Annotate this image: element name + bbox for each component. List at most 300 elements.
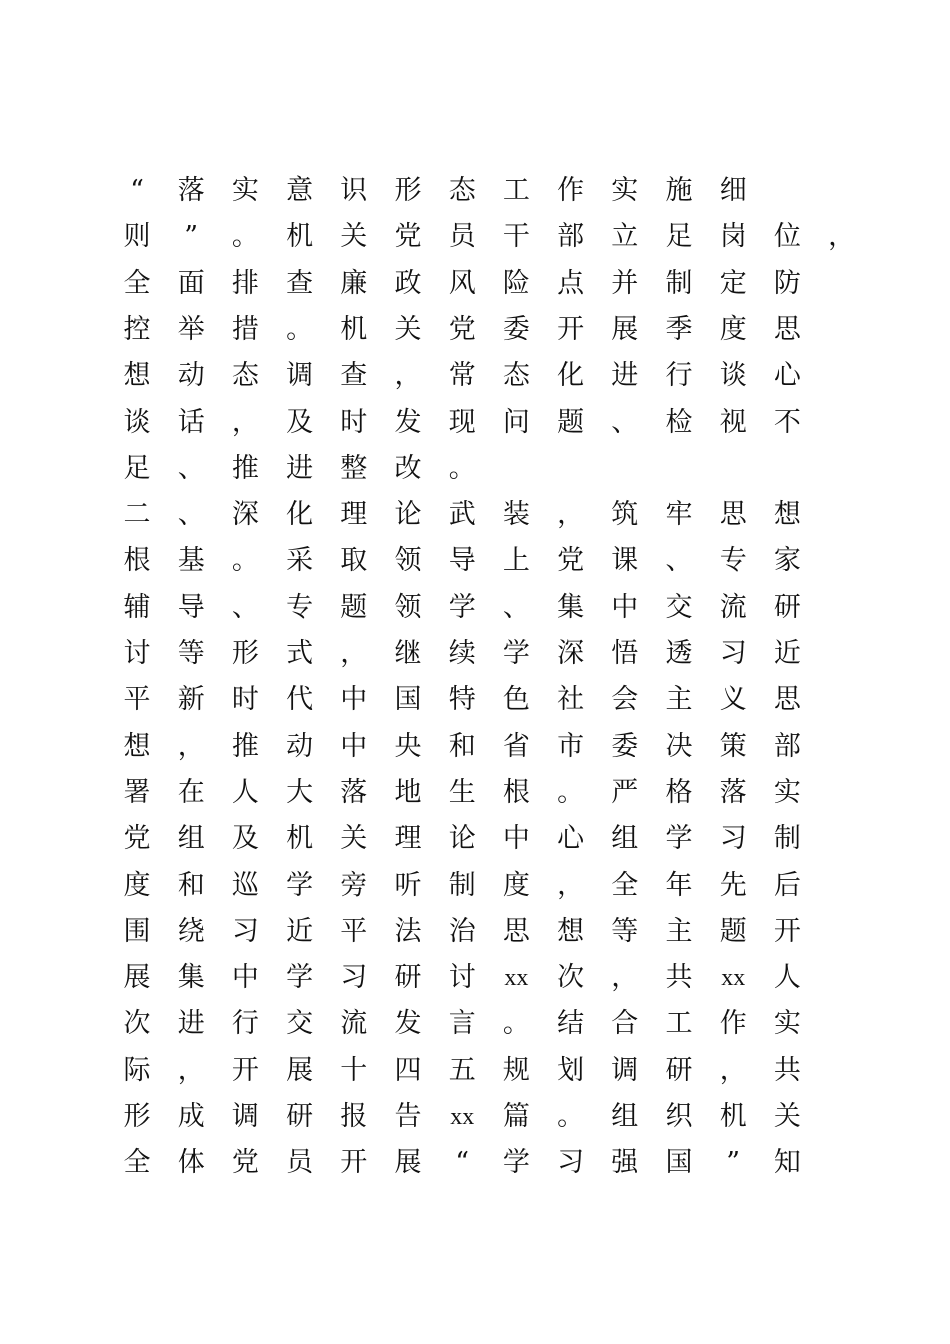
text-glyph: “ [455, 1147, 470, 1179]
text-glyph: xx [450, 1104, 475, 1130]
text-glyph: 全 [611, 869, 639, 901]
text-glyph: 篇 [502, 1101, 530, 1132]
text-glyph: 调 [231, 1101, 259, 1132]
text-glyph: 次 [123, 1008, 151, 1040]
text-glyph: 足 [123, 452, 151, 484]
text-glyph: 想 [123, 360, 151, 392]
text-glyph: 旁 [340, 869, 368, 901]
text-glyph: 围 [123, 915, 151, 947]
text-glyph: 工 [502, 175, 530, 206]
text-glyph: 政 [394, 267, 422, 299]
text-glyph: 实 [231, 175, 259, 206]
text-glyph: 态 [502, 360, 530, 392]
text-glyph: 不 [773, 406, 801, 438]
text-glyph: 态 [448, 175, 476, 206]
text-glyph: 查 [286, 267, 314, 299]
text-glyph: 根 [502, 776, 530, 808]
text-glyph: 和 [177, 869, 205, 901]
text-glyph: 生 [448, 776, 476, 808]
text-glyph: 委 [611, 730, 639, 762]
text-glyph: 研 [665, 1054, 693, 1086]
text-glyph: 谈 [123, 406, 151, 438]
text-glyph: 际 [123, 1054, 151, 1086]
text-glyph: 近 [773, 638, 801, 669]
text-glyph: 讨 [123, 638, 151, 669]
text-glyph: 学 [448, 591, 476, 623]
text-glyph: 代 [286, 684, 314, 716]
text-glyph: 家 [773, 545, 801, 577]
text-line [0, 495, 950, 535]
text-glyph: 实 [611, 175, 639, 206]
text-glyph: 深 [557, 638, 585, 669]
text-glyph: 共 [665, 962, 693, 994]
text-glyph: 防 [773, 267, 801, 299]
text-glyph: 中 [340, 684, 368, 716]
text-glyph: 开 [340, 1147, 368, 1179]
text-glyph: 党 [231, 1147, 259, 1179]
text-glyph: 视 [719, 406, 747, 438]
text-glyph: 关 [773, 1101, 801, 1132]
text-glyph: 形 [123, 1101, 151, 1132]
text-glyph: 落 [177, 175, 205, 206]
text-glyph: 武 [448, 499, 476, 531]
text-line [0, 1004, 950, 1044]
text-glyph: 中 [340, 730, 368, 762]
text-glyph: 习 [719, 823, 747, 855]
text-glyph: 专 [286, 591, 314, 623]
text-glyph: 报 [340, 1101, 368, 1132]
text-glyph: 动 [177, 360, 205, 392]
text-glyph: 特 [448, 684, 476, 716]
text-glyph: 。 [502, 1008, 530, 1040]
text-glyph: 。 [557, 776, 585, 808]
text-glyph: 、 [231, 591, 259, 623]
text-glyph: 想 [123, 730, 151, 762]
text-glyph: 部 [557, 221, 585, 253]
text-glyph: 立 [611, 221, 639, 253]
text-line [0, 449, 950, 489]
text-glyph: 年 [665, 869, 693, 901]
text-glyph: 发 [394, 1008, 422, 1040]
text-glyph: 度 [719, 313, 747, 345]
text-glyph: 展 [611, 313, 639, 345]
text-glyph: 四 [394, 1054, 422, 1086]
text-glyph: 决 [665, 730, 693, 762]
text-glyph: 划 [557, 1054, 585, 1086]
text-glyph: 会 [611, 684, 639, 716]
text-glyph: 时 [231, 684, 259, 716]
text-glyph: xx [721, 965, 746, 992]
text-glyph: 平 [340, 915, 368, 947]
text-glyph: 进 [286, 452, 314, 484]
text-glyph: 干 [502, 221, 530, 253]
text-glyph: 主 [665, 684, 693, 716]
text-glyph: 险 [502, 267, 530, 299]
text-glyph: 织 [665, 1101, 693, 1132]
text-line [0, 403, 950, 443]
text-glyph: xx [504, 965, 529, 992]
text-glyph: 举 [177, 313, 205, 345]
text-glyph: 风 [448, 267, 476, 299]
text-line [0, 680, 950, 720]
text-glyph: 义 [719, 684, 747, 716]
text-line [0, 171, 950, 211]
text-glyph: 形 [394, 175, 422, 206]
text-glyph: 基 [177, 545, 205, 577]
text-glyph: 关 [340, 221, 368, 253]
text-glyph: 市 [557, 730, 585, 762]
text-glyph: 流 [340, 1008, 368, 1040]
text-glyph: 整 [340, 452, 368, 484]
text-glyph: 制 [448, 869, 476, 901]
text-glyph: 展 [394, 1147, 422, 1179]
text-glyph: ， [177, 730, 205, 762]
text-glyph: 实 [773, 776, 801, 808]
text-glyph: 和 [448, 730, 476, 762]
text-glyph: 位 [773, 221, 801, 253]
text-glyph: 作 [719, 1008, 747, 1040]
text-glyph: 意 [286, 175, 314, 206]
text-glyph: 作 [557, 175, 585, 206]
text-glyph: 习 [719, 638, 747, 669]
text-glyph: 等 [611, 915, 639, 947]
text-glyph: 机 [286, 823, 314, 855]
text-glyph: ， [557, 869, 585, 901]
text-glyph: 员 [448, 221, 476, 253]
text-glyph: 绕 [177, 915, 205, 947]
text-glyph: 治 [448, 915, 476, 947]
text-glyph: 悟 [611, 638, 639, 669]
text-line [0, 866, 950, 906]
text-glyph: 思 [773, 313, 801, 345]
text-glyph: 巡 [231, 869, 259, 901]
text-glyph: 导 [177, 591, 205, 623]
text-glyph: 深 [231, 499, 259, 531]
text-glyph: 态 [231, 360, 259, 392]
text-glyph: 告 [394, 1101, 422, 1132]
text-glyph: 制 [665, 267, 693, 299]
text-glyph: 进 [611, 360, 639, 392]
text-line [0, 912, 950, 952]
text-glyph: 题 [557, 406, 585, 438]
text-glyph: 关 [394, 313, 422, 345]
text-glyph: 展 [123, 962, 151, 994]
text-glyph: 推 [231, 730, 259, 762]
text-glyph: 形 [231, 638, 259, 669]
text-glyph: 规 [502, 1054, 530, 1086]
text-glyph: 话 [177, 406, 205, 438]
text-glyph: 严 [611, 776, 639, 808]
text-glyph: 透 [665, 638, 693, 669]
text-line [0, 773, 950, 813]
text-line [0, 1097, 950, 1137]
text-glyph: 知 [773, 1147, 801, 1179]
text-glyph: 想 [557, 915, 585, 947]
text-glyph: 、 [611, 406, 639, 438]
text-glyph: 思 [773, 684, 801, 716]
text-glyph: 在 [177, 776, 205, 808]
text-glyph: 化 [286, 499, 314, 531]
text-glyph: 课 [611, 545, 639, 577]
text-glyph: 化 [557, 360, 585, 392]
text-glyph: 集 [557, 591, 585, 623]
text-glyph: 新 [177, 684, 205, 716]
text-glyph: 展 [286, 1054, 314, 1086]
text-glyph: 集 [177, 962, 205, 994]
text-glyph: 署 [123, 776, 151, 808]
text-glyph: 落 [719, 776, 747, 808]
text-glyph: 现 [448, 406, 476, 438]
text-glyph: 合 [611, 1008, 639, 1040]
text-glyph: ， [719, 1054, 747, 1086]
text-glyph: 识 [340, 175, 368, 206]
text-glyph: 学 [502, 638, 530, 669]
text-glyph: 思 [502, 915, 530, 947]
text-glyph: 流 [719, 591, 747, 623]
text-glyph: 制 [773, 823, 801, 855]
text-glyph: 细 [719, 175, 747, 206]
text-glyph: 先 [719, 869, 747, 901]
text-glyph: 实 [773, 1008, 801, 1040]
text-glyph: 次 [557, 962, 585, 994]
text-glyph: 中 [502, 823, 530, 855]
text-glyph: 面 [177, 267, 205, 299]
text-glyph: 牢 [665, 499, 693, 531]
text-glyph: 全 [123, 1147, 151, 1179]
text-glyph: ， [177, 1054, 205, 1086]
text-line [0, 588, 950, 628]
text-glyph: 十 [340, 1054, 368, 1086]
text-glyph: ” [184, 221, 199, 253]
text-glyph: 党 [448, 313, 476, 345]
text-glyph: 措 [231, 313, 259, 345]
text-glyph: 中 [231, 962, 259, 994]
text-glyph: 、 [177, 452, 205, 484]
text-glyph: 开 [231, 1054, 259, 1086]
text-glyph: 继 [394, 638, 422, 669]
text-glyph: ” [726, 1147, 741, 1179]
text-glyph: 强 [611, 1147, 639, 1179]
text-glyph: ， [340, 638, 368, 669]
text-line [0, 217, 950, 257]
text-glyph: 习 [231, 915, 259, 947]
text-glyph: 五 [448, 1054, 476, 1086]
text-glyph: 根 [123, 545, 151, 577]
text-glyph: 央 [394, 730, 422, 762]
text-glyph: 。 [557, 1101, 585, 1132]
text-glyph: 开 [773, 915, 801, 947]
text-glyph: 党 [123, 823, 151, 855]
text-glyph: 言 [448, 1008, 476, 1040]
text-glyph: 开 [557, 313, 585, 345]
text-glyph: 上 [502, 545, 530, 577]
text-glyph: 度 [502, 869, 530, 901]
text-glyph: 人 [231, 776, 259, 808]
text-glyph: 、 [502, 591, 530, 623]
text-glyph: 季 [665, 313, 693, 345]
text-glyph: 部 [773, 730, 801, 762]
text-glyph: 点 [557, 267, 585, 299]
text-glyph: 听 [394, 869, 422, 901]
text-glyph: 论 [448, 823, 476, 855]
text-glyph: 平 [123, 684, 151, 716]
text-glyph: 动 [286, 730, 314, 762]
text-glyph: 组 [611, 1101, 639, 1132]
text-glyph: 中 [611, 591, 639, 623]
text-glyph: 社 [557, 684, 585, 716]
text-glyph: 足 [665, 221, 693, 253]
text-glyph: 则 [123, 221, 151, 253]
text-line [0, 310, 950, 350]
text-glyph: 。 [448, 452, 476, 484]
text-glyph: 员 [286, 1147, 314, 1179]
text-glyph: 问 [502, 406, 530, 438]
text-glyph: 导 [448, 545, 476, 577]
text-glyph: 题 [719, 915, 747, 947]
text-glyph: 发 [394, 406, 422, 438]
text-glyph: 。 [231, 221, 259, 253]
text-line [0, 1051, 950, 1091]
text-glyph: 党 [557, 545, 585, 577]
text-glyph: 心 [773, 360, 801, 392]
text-glyph: 行 [231, 1008, 259, 1040]
text-glyph: 、 [665, 545, 693, 577]
text-glyph: 领 [394, 591, 422, 623]
text-glyph: ， [231, 406, 259, 438]
text-line [0, 541, 950, 581]
text-glyph: 常 [448, 360, 476, 392]
text-glyph: 改 [394, 452, 422, 484]
text-glyph: 论 [394, 499, 422, 531]
text-glyph: 研 [773, 591, 801, 623]
text-glyph: 控 [123, 313, 151, 345]
text-line [0, 819, 950, 859]
text-glyph: 后 [773, 869, 801, 901]
text-glyph: 式 [286, 638, 314, 669]
text-glyph: 推 [231, 452, 259, 484]
text-glyph: 筑 [611, 499, 639, 531]
text-glyph: 查 [340, 360, 368, 392]
text-glyph: 调 [611, 1054, 639, 1086]
text-glyph: 。 [231, 545, 259, 577]
text-glyph: 落 [340, 776, 368, 808]
text-glyph: 习 [340, 962, 368, 994]
text-line [0, 356, 950, 396]
text-line [0, 634, 950, 674]
text-glyph: 专 [719, 545, 747, 577]
text-glyph: 续 [448, 638, 476, 669]
text-glyph: 岗 [719, 221, 747, 253]
text-glyph: 全 [123, 267, 151, 299]
text-glyph: 定 [719, 267, 747, 299]
text-glyph: 地 [394, 776, 422, 808]
text-glyph: ， [394, 360, 422, 392]
text-glyph: 等 [177, 638, 205, 669]
text-glyph: 党 [394, 221, 422, 253]
text-glyph: 国 [665, 1147, 693, 1179]
text-glyph: 关 [340, 823, 368, 855]
text-glyph: 机 [340, 313, 368, 345]
text-glyph: 辅 [123, 591, 151, 623]
text-glyph: 色 [502, 684, 530, 716]
text-glyph: 取 [340, 545, 368, 577]
text-glyph: 人 [773, 962, 801, 994]
text-glyph: 成 [177, 1101, 205, 1132]
text-glyph: 工 [665, 1008, 693, 1040]
text-glyph: 二 [123, 499, 151, 531]
text-glyph: 交 [286, 1008, 314, 1040]
text-glyph: 讨 [448, 962, 476, 994]
text-glyph: 主 [665, 915, 693, 947]
text-glyph: 调 [286, 360, 314, 392]
text-glyph: 排 [231, 267, 259, 299]
text-glyph: 机 [286, 221, 314, 253]
text-glyph: 廉 [340, 267, 368, 299]
text-glyph: 省 [502, 730, 530, 762]
text-glyph: 策 [719, 730, 747, 762]
text-glyph: 。 [286, 313, 314, 345]
text-glyph: 装 [502, 499, 530, 531]
text-glyph: 委 [502, 313, 530, 345]
text-glyph: 近 [286, 915, 314, 947]
text-glyph: 机 [719, 1101, 747, 1132]
text-glyph: 体 [177, 1147, 205, 1179]
text-line [0, 727, 950, 767]
text-glyph: 度 [123, 869, 151, 901]
text-glyph: 交 [665, 591, 693, 623]
text-glyph: 结 [557, 1008, 585, 1040]
text-glyph: 并 [611, 267, 639, 299]
text-glyph: 学 [286, 962, 314, 994]
text-glyph: 大 [286, 776, 314, 808]
text-glyph: 研 [286, 1101, 314, 1132]
text-glyph: 学 [502, 1147, 530, 1179]
text-glyph: 领 [394, 545, 422, 577]
text-glyph: 想 [773, 499, 801, 531]
text-glyph: 时 [340, 406, 368, 438]
text-glyph: 行 [665, 360, 693, 392]
text-glyph: 共 [773, 1054, 801, 1086]
text-glyph: 法 [394, 915, 422, 947]
text-glyph: 采 [286, 545, 314, 577]
text-glyph: ， [557, 499, 585, 531]
text-glyph: 国 [394, 684, 422, 716]
text-line [0, 264, 950, 304]
text-glyph: 题 [340, 591, 368, 623]
text-glyph: 进 [177, 1008, 205, 1040]
text-glyph: 施 [665, 175, 693, 206]
text-glyph: 及 [286, 406, 314, 438]
text-glyph: 检 [665, 406, 693, 438]
text-glyph: ， [828, 221, 856, 253]
text-glyph: 学 [665, 823, 693, 855]
text-glyph: 研 [394, 962, 422, 994]
text-glyph: 组 [177, 823, 205, 855]
text-glyph: ， [611, 962, 639, 994]
text-glyph: 习 [557, 1147, 585, 1179]
text-glyph: 思 [719, 499, 747, 531]
text-glyph: “ [130, 175, 144, 206]
text-glyph: 组 [611, 823, 639, 855]
text-glyph: 学 [286, 869, 314, 901]
text-glyph: 理 [340, 499, 368, 531]
text-glyph: 谈 [719, 360, 747, 392]
text-glyph: 心 [557, 823, 585, 855]
text-glyph: 及 [231, 823, 259, 855]
text-glyph: 、 [177, 499, 205, 531]
text-glyph: 理 [394, 823, 422, 855]
text-line [0, 958, 950, 998]
